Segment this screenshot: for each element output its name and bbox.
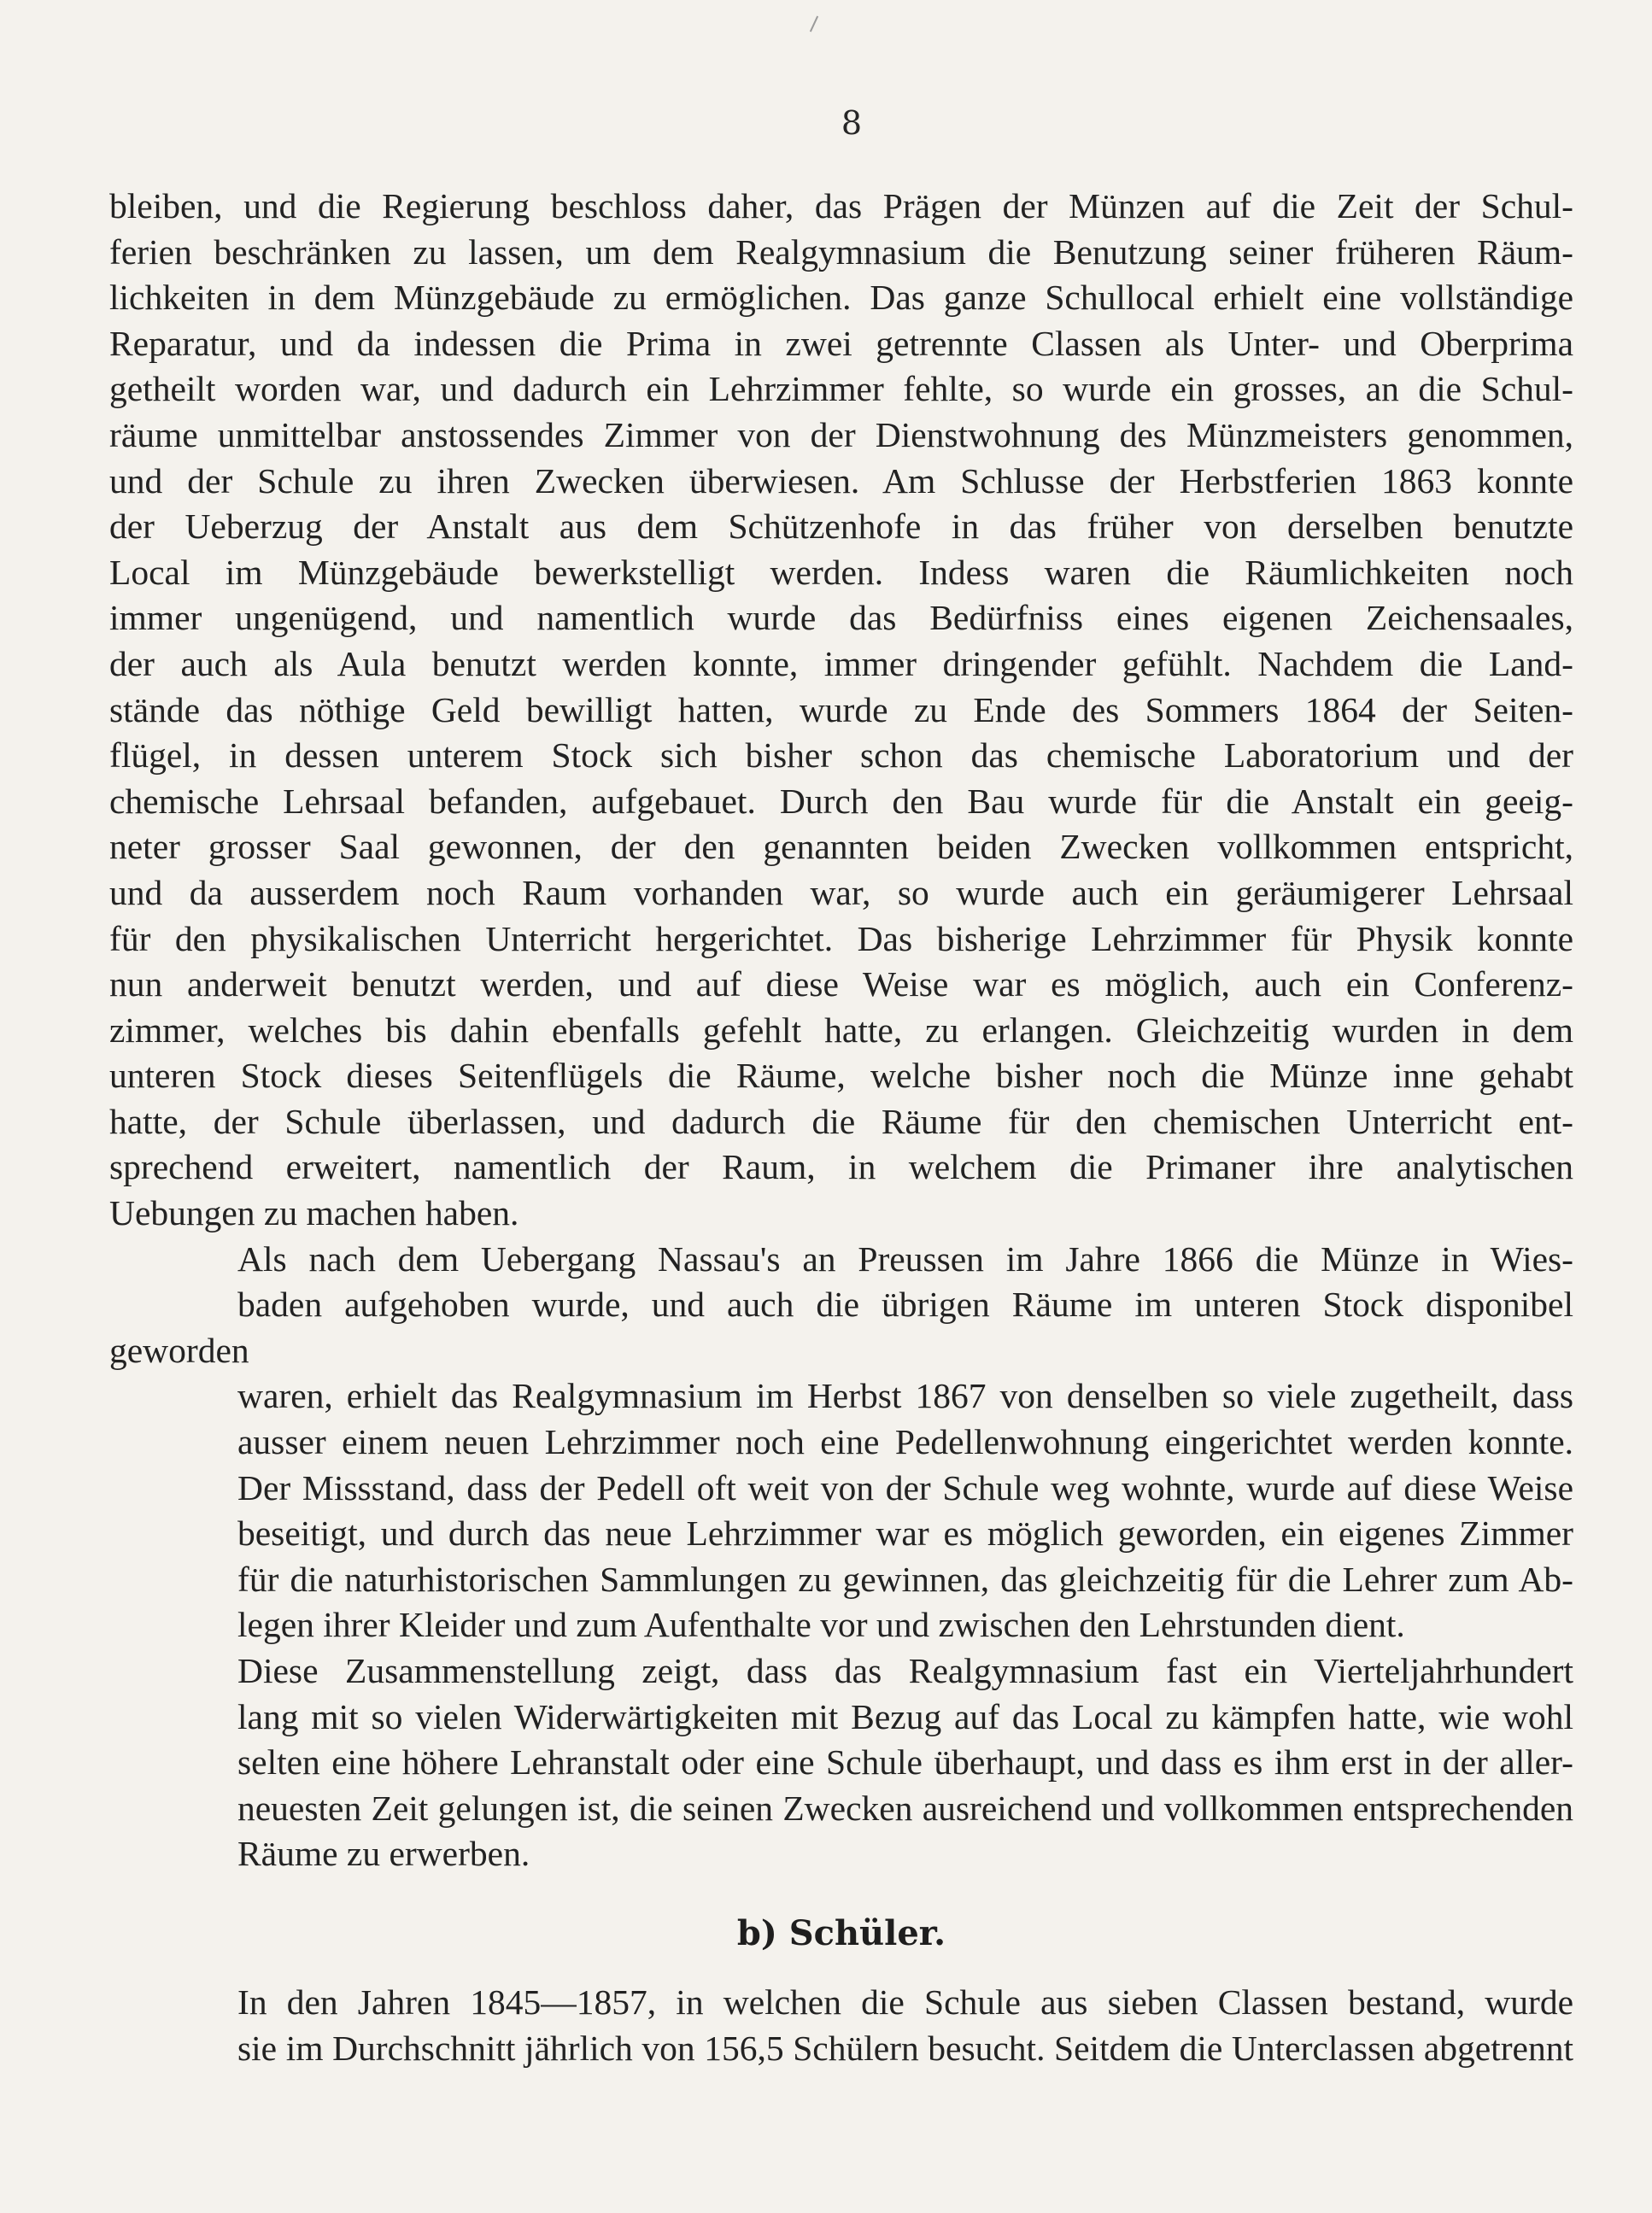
text-line: selten eine höhere Lehranstalt oder eine Schule überhaupt, und dass es ihm erst in der aller- (237, 1742, 1573, 1783)
text-line: Local im Münzgebäude bewerkstelligt werden. Indess waren die Räumlichkeiten noch (109, 552, 1573, 592)
text-line: räume unmittelbar anstossendes Zimmer von der Dienstwohnung des Münzmeisters genommen, (109, 414, 1573, 454)
text-line: hatte, der Schule überlassen, und dadurch die Räume für den chemischen Unterricht ent- (109, 1101, 1573, 1141)
paragraph-4 (109, 1980, 1573, 2071)
paragraph-2 (109, 1237, 1573, 1648)
text-line: Uebungen zu machen haben. (109, 1193, 519, 1233)
text-line: stände das nöthige Geld bewilligt hatten, wurde zu Ende des Sommers 1864 der Seiten- (109, 689, 1573, 729)
text-line: baden aufgehoben wurde, und auch die übrigen Räume im unteren Stock disponibel geworden (109, 1285, 1573, 1370)
text-line: chemische Lehrsaal befanden, aufgebauet. Durch den Bau wurde für die Anstalt ein geeig- (109, 781, 1573, 821)
page-number: 8 (841, 104, 863, 142)
text-line: für den physikalischen Unterricht hergerichtet. Das bisherige Lehrzimmer für Physik konnte (109, 918, 1573, 958)
section-heading: b) Schüler. (736, 1912, 946, 1953)
text-line: waren, erhielt das Realgymnasium im Herbst 1867 von denselben so viele zugetheilt, dass (237, 1376, 1573, 1416)
text-line: nun anderweit benutzt werden, und auf diese Weise war es möglich, auch ein Conferenz- (109, 964, 1573, 1004)
text-line: zimmer, welches bis dahin ebenfalls gefehlt hatte, zu erlangen. Gleichzeitig wurden in dem (109, 1010, 1573, 1050)
text-line: und der Schule zu ihren Zwecken überwiesen. Am Schlusse der Herbstferien 1863 konnte (109, 460, 1573, 501)
text-line: flügel, in dessen unterem Stock sich bisher schon das chemische Laboratorium und der (109, 735, 1573, 776)
body-text (109, 184, 1573, 2071)
text-line: Diese Zusammenstellung zeigt, dass das Realgymnasium fast ein Vierteljahrhundert (237, 1651, 1573, 1690)
text-line: legen ihrer Kleider und zum Aufenthalte vor und zwischen den Lehrstunden dient. (237, 1605, 1405, 1645)
text-line: bleiben, und die Regierung beschloss daher, das Prägen der Münzen auf die Zeit der Schul- (109, 186, 1573, 225)
text-line: beseitigt, und durch das neue Lehrzimmer war es möglich geworden, ein eigenes Zimmer (237, 1513, 1573, 1554)
text-line: In den Jahren 1845—1857, in welchen die Schule aus sieben Classen bestand, wurde (237, 1982, 1573, 2022)
text-line: ferien beschränken zu lassen, um dem Realgymnasium die Benutzung seiner früheren Räum- (109, 231, 1573, 272)
text-line: immer ungenügend, und namentlich wurde das Bedürfniss eines eigenen Zeichensaales, (109, 598, 1573, 638)
text-line: für die naturhistorischen Sammlungen zu gewinnen, das gleichzeitig für die Lehrer zum Ab- (237, 1559, 1573, 1599)
text-line: Reparatur, und da indessen die Prima in zwei getrennte Classen als Unter- und Oberprima (109, 323, 1573, 363)
text-line: der auch als Aula benutzt werden konnte, immer dringender gefühlt. Nachdem die Land- (109, 643, 1573, 683)
text-line: Der Missstand, dass der Pedell oft weit von der Schule weg wohnte, wurde auf diese Weise (237, 1467, 1573, 1508)
text-line: der Ueberzug der Anstalt aus dem Schützenhofe in das früher von derselben benutzte (109, 506, 1573, 547)
scan-speck (810, 16, 818, 32)
paragraph-3 (109, 1648, 1573, 1877)
text-line: und da ausserdem noch Raum vorhanden war, so wurde auch ein geräumigerer Lehrsaal (109, 872, 1573, 912)
text-line: neuesten Zeit gelungen ist, die seinen Zwecken ausreichend und vollkommen entsprechenden (237, 1788, 1573, 1828)
text-line: unteren Stock dieses Seitenflügels die Räume, welche bisher noch die Münze inne gehabt (109, 1056, 1573, 1096)
text-line: Räume zu erwerben. (237, 1834, 530, 1874)
text-line: sprechend erweitert, namentlich der Raum, in welchem die Primaner ihre analytischen (109, 1147, 1573, 1187)
text-line: lichkeiten in dem Münzgebäude zu ermöglichen. Das ganze Schullocal erhielt eine vollständige (109, 278, 1573, 318)
text-line: getheilt worden war, und dadurch ein Lehrzimmer fehlte, so wurde ein grosses, an die Schul- (109, 369, 1573, 409)
paragraph-1 (109, 184, 1573, 1237)
text-line: Als nach dem Uebergang Nassau's an Preussen im Jahre 1866 die Münze in Wies- (237, 1238, 1573, 1279)
text-line: sie im Durchschnitt jährlich von 156,5 Schülern besucht. Seitdem die Unterclassen abgetrennt (237, 2028, 1573, 2068)
text-line: lang mit so vielen Widerwärtigkeiten mit Bezug auf das Local zu kämpfen hatte, wie wohl (237, 1696, 1573, 1736)
text-line: ausser einem neuen Lehrzimmer noch eine Pedellenwohnung eingerichtet werden konnte. (237, 1422, 1573, 1462)
text-line: neter grosser Saal gewonnen, der den genannten beiden Zwecken vollkommen entspricht, (109, 827, 1573, 867)
